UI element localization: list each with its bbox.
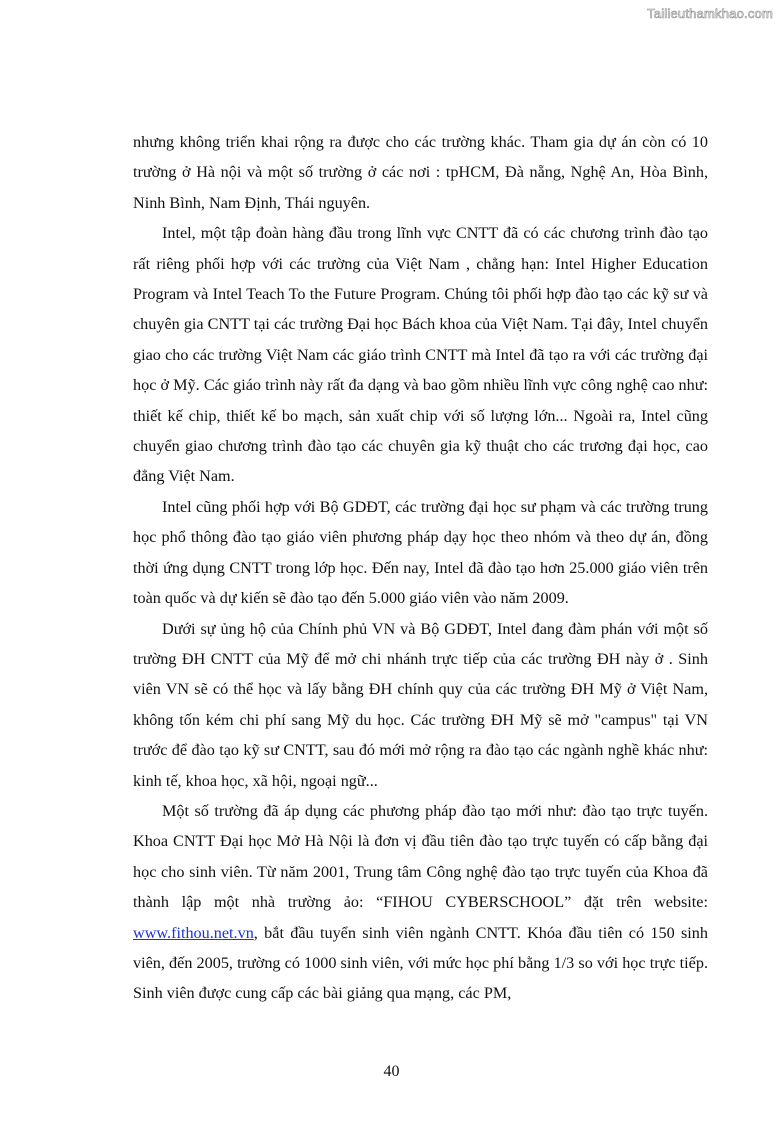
- page-number: 40: [383, 1063, 400, 1080]
- paragraph-us-universities: Dưới sự ủng hộ của Chính phủ VN và Bộ GDĐT, Intel đang đàm phán với một số trường ĐH CNTT của Mỹ để mở chi nhánh trực tiếp của các trường ĐH này ở . Sinh viên VN sẽ có thể học và lấy bằng ĐH chính quy của các trường ĐH Mỹ ở Việt Nam, không tốn kém chi phí sang Mỹ du học. Các trường ĐH Mỹ sẽ mở "campus" tại VN trước để đào tạo kỹ sư CNTT, sau đó mới mở rộng ra đào tạo các ngành nghề khác như: kinh tế, khoa học, xã hội, ngoại ngữ...: [133, 619, 708, 790]
- paragraph-intel-programs: Intel, một tập đoàn hàng đầu trong lĩnh vực CNTT đã có các chương trình đào tạo rất riêng phối hợp với các trường của Việt Nam , chẳng hạn: Intel Higher Education Program và Intel Teach To the Future Program. Chúng tôi phối hợp đào tạo các kỹ sư và chuyên gia CNTT tại các trường Đại học Bách khoa của Việt Nam. Tại đây, Intel chuyển giao cho các trường Việt Nam các giáo trình CNTT mà Intel đã tạo ra với các trường đại học ở Mỹ. Các giáo trình này rất đa dạng và bao gồm nhiều lĩnh vực công nghệ cao như: thiết kế chip, thiết kế bo mạch, sản xuất chip với số lượng lớn... Ngoài ra, Intel cũng chuyển giao chương trình đào tạo các chuyên gia kỹ thuật cho các trương đại học, cao đẳng Việt Nam.: [133, 224, 708, 486]
- paragraph-online-training-text-2: , bắt đầu tuyển sinh viên ngành CNTT. Khóa đầu tiên có 150 sinh viên, đến 2005, trường có 1000 sinh viên, với mức học phí bằng 1/3 so với học trực tiếp. Sinh viên được cung cấp các bài giảng qua mạng, các PM,: [133, 923, 708, 1003]
- website-link[interactable]: www.fithou.net.vn: [133, 923, 254, 942]
- paragraph-continuation: nhưng không triển khai rộng ra được cho các trường khác. Tham gia dự án còn có 10 trường ở Hà nội và một số trường ở các nơi : tpHCM, Đà nẵng, Nghệ An, Hòa Bình, Ninh Bình, Nam Định, Thái nguyên.: [133, 133, 708, 212]
- paragraph-online-training-text-1: Một số trường đã áp dụng các phương pháp đào tạo mới như: đào tạo trực tuyến. Khoa CNTT Đại học Mở Hà Nội là đơn vị đầu tiên đào tạo trực tuyến có cấp bằng đại học cho sinh viên. Từ năm 2001, Trung tâm Công nghệ đào tạo trực tuyến của Khoa đã thành lập một nhà trường ảo: “FIHOU CYBERSCHOOL” đặt trên website:: [133, 801, 708, 912]
- watermark-text: Tailieuthamkhao.com: [647, 6, 773, 21]
- paragraph-intel-teacher-training: Intel cũng phối hợp với Bộ GDĐT, các trường đại học sư phạm và các trường trung học phổ thông đào tạo giáo viên phương pháp dạy học theo nhóm và theo dự án, đồng thời ứng dụng CNTT trong lớp học. Đến nay, Intel đã đào tạo hơn 25.000 giáo viên trên toàn quốc và dự kiến sẽ đào tạo đến 5.000 giáo viên vào năm 2009.: [133, 497, 708, 608]
- paragraph-online-training: [133, 796, 708, 1009]
- document-body: [133, 127, 708, 1009]
